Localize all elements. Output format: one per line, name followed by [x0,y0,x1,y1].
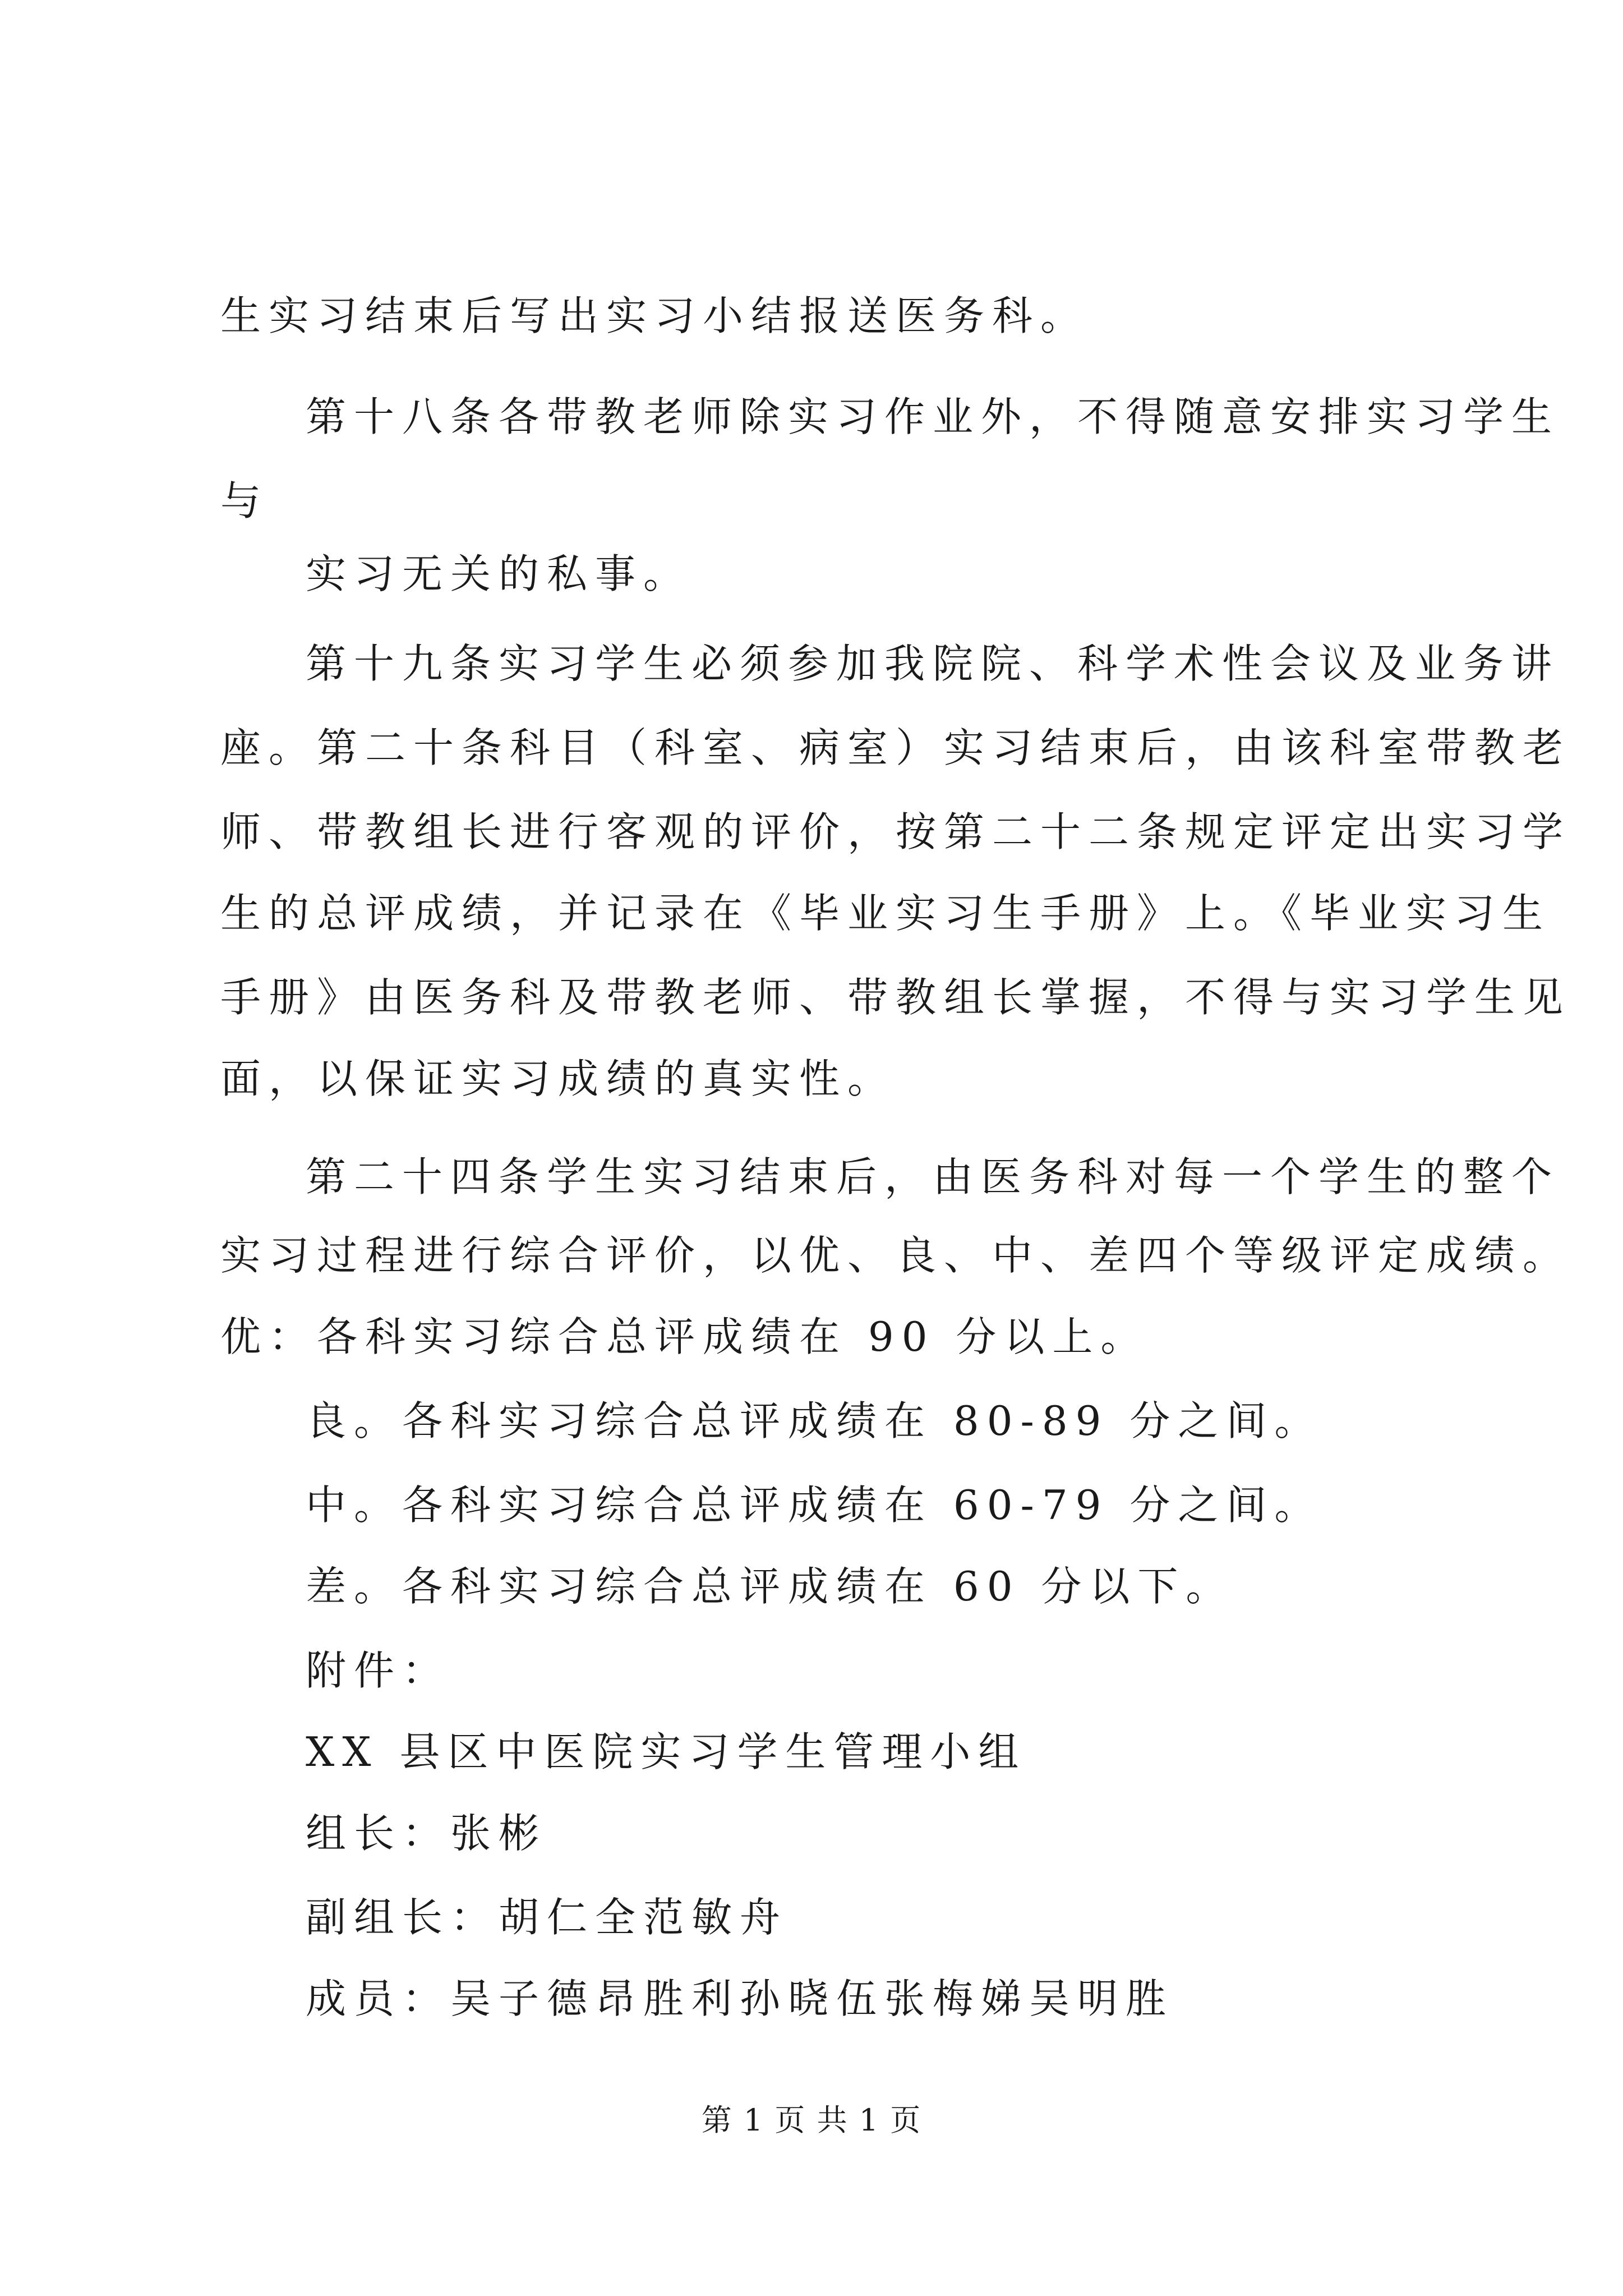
text-line: 第十八条各带教老师除实习作业外，不得随意安排实习学生 [306,393,1560,440]
text-line: 座。第二十条科目（科室、病室）实习结束后，由该科室带教老 [220,724,1571,771]
text-line: 师、带教组长进行客观的评价，按第二十二条规定评定出实习学 [220,808,1571,855]
text-line: 优：各科实习综合总评成绩在 90 分以上。 [220,1313,1149,1360]
text-line: 第十九条实习学生必须参加我院院、科学术性会议及业务讲 [306,640,1560,687]
text-line: 手册》由医务科及带教老师、带教组长掌握，不得与实习学生见 [220,974,1571,1021]
text-line: 生实习结束后写出实习小结报送医务科。 [220,292,1089,339]
text-line: 与 [220,477,269,524]
text-line: 副组长：胡仁全范敏舟 [306,1894,789,1941]
text-line: 生的总评成绩，并记录在《毕业实习生手册》上。《毕业实习生 [220,890,1551,937]
page-footer: 第 1 页 共 1 页 [701,2102,922,2138]
text-line: 实习无关的私事。 [306,550,692,597]
text-line: 第二十四条学生实习结束后，由医务科对每一个学生的整个 [306,1153,1560,1200]
text-line: 实习过程进行综合评价，以优、良、中、差四个等级评定成绩。 [220,1232,1571,1279]
text-line: 中。各科实习综合总评成绩在 60-79 分之间。 [306,1481,1323,1529]
text-line: 良。各科实习综合总评成绩在 80-89 分之间。 [306,1397,1323,1444]
text-line: 面，以保证实习成绩的真实性。 [220,1055,896,1102]
text-line: XX 县区中医院实习学生管理小组 [306,1728,1027,1775]
text-line: 差。各科实习综合总评成绩在 60 分以下。 [306,1563,1234,1610]
text-line: 附件： [306,1647,451,1694]
text-line: 成员：吴子德昂胜利孙晓伍张梅娣吴明胜 [306,1975,1174,2022]
text-line: 组长：张彬 [306,1810,547,1857]
